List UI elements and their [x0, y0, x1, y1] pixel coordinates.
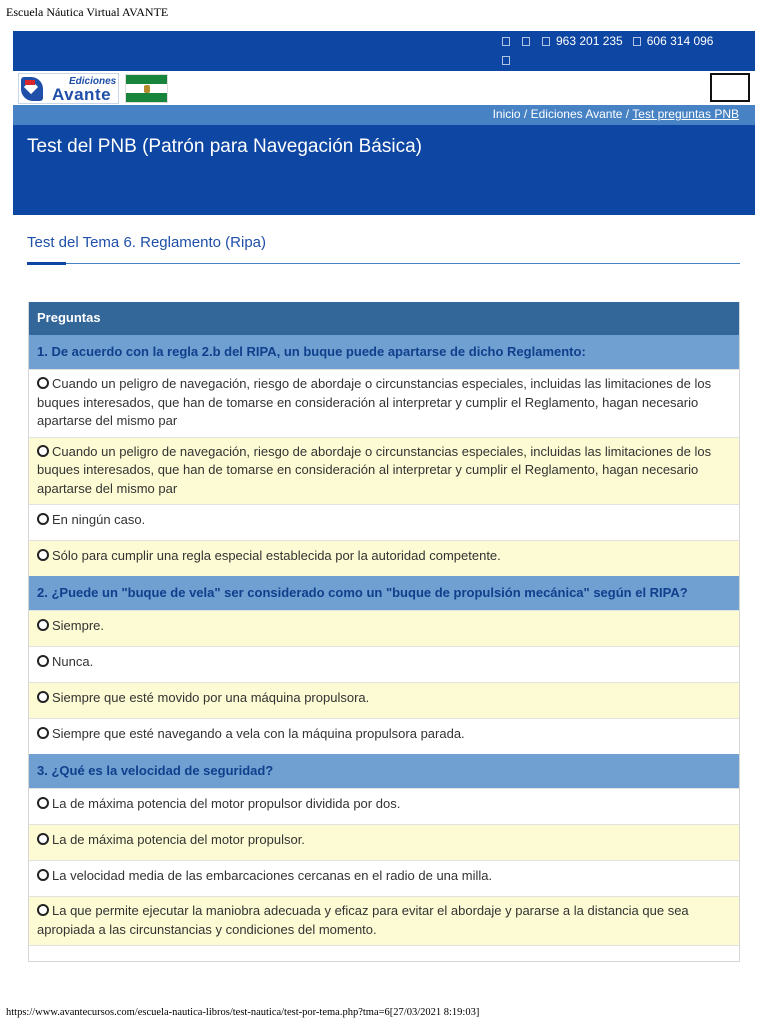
phone-number-2: 606 314 096: [646, 34, 714, 48]
radio-button-icon[interactable]: [37, 797, 49, 809]
print-footer-url: https://www.avantecursos.com/escuela-nautica-libros/test-nautica/test-por-tema.php?tma=6[27/03/2021 8:19:03]: [6, 1007, 480, 1018]
answer-option[interactable]: La que permite ejecutar la maniobra adecuada y eficaz para evitar el abordaje y pararse a la distancia que sea apropiada a las circunstancias y condiciones del momento.: [29, 896, 739, 945]
section-divider: [27, 263, 740, 264]
mail-icon[interactable]: [502, 56, 510, 65]
breadcrumb-ediciones-avante[interactable]: Ediciones Avante: [530, 107, 623, 121]
phone-link-2[interactable]: [633, 34, 714, 48]
menu-toggle-button[interactable]: [710, 73, 750, 102]
answer-option[interactable]: La velocidad media de las embarcaciones cercanas en el radio de una milla.: [29, 860, 739, 896]
logo-text-line1: Ediciones: [69, 76, 117, 87]
radio-button-icon[interactable]: [37, 869, 49, 881]
logo-text-line2: Avante: [52, 85, 112, 104]
answer-option[interactable]: Nunca.: [29, 646, 739, 682]
phone-link-1[interactable]: [542, 34, 623, 48]
answer-option[interactable]: En ningún caso.: [29, 504, 739, 540]
print-header: Escuela Náutica Virtual AVANTE: [6, 5, 169, 19]
radio-button-icon[interactable]: [37, 377, 49, 389]
section-divider-accent: [27, 262, 66, 265]
radio-button-icon[interactable]: [37, 513, 49, 525]
breadcrumb-current[interactable]: Test preguntas PNB: [632, 107, 739, 121]
question-3: 3. ¿Qué es la velocidad de seguridad?: [29, 754, 739, 788]
phone-number-1: 963 201 235: [556, 34, 623, 48]
breadcrumb: Inicio / Ediciones Avante / Test preguntas PNB: [492, 107, 739, 121]
question-2: 2. ¿Puede un "buque de vela" ser considerado como un "buque de propulsión mecánica" según el RIPA?: [29, 576, 739, 610]
radio-button-icon[interactable]: [37, 655, 49, 667]
andalucia-flag-icon: [125, 74, 168, 103]
radio-button-icon[interactable]: [37, 691, 49, 703]
phone-icon: [542, 37, 550, 46]
breadcrumb-home[interactable]: Inicio: [492, 107, 521, 121]
page-title: Test del PNB (Patrón para Navegación Básica): [27, 136, 422, 157]
answer-option[interactable]: Siempre que esté movido por una máquina propulsora.: [29, 682, 739, 718]
questions-panel: [28, 302, 740, 962]
radio-button-icon[interactable]: [37, 727, 49, 739]
panel-heading: Preguntas: [29, 302, 739, 335]
hero-banner: [13, 125, 755, 215]
answer-option[interactable]: La de máxima potencia del motor propulsor.: [29, 824, 739, 860]
answer-option[interactable]: Siempre.: [29, 610, 739, 646]
answer-option[interactable]: Sólo para cumplir una regla especial establecida por la autoridad competente.: [29, 540, 739, 576]
radio-button-icon[interactable]: [37, 619, 49, 631]
ediciones-avante-logo[interactable]: [18, 73, 119, 104]
radio-button-icon[interactable]: [37, 904, 49, 916]
answer-option[interactable]: Siempre que esté navegando a vela con la máquina propulsora parada.: [29, 718, 739, 754]
answer-option[interactable]: La de máxima potencia del motor propulsor dividida por dos.: [29, 788, 739, 824]
breadcrumb-bar: [13, 105, 755, 125]
phone-icon[interactable]: [522, 37, 530, 46]
phone-icon[interactable]: [502, 37, 510, 46]
radio-button-icon[interactable]: [37, 833, 49, 845]
radio-button-icon[interactable]: [37, 549, 49, 561]
answer-option[interactable]: Cuando un peligro de navegación, riesgo de abordaje o circunstancias especiales, incluidas las limitaciones de los buques interesados, que han de tomarse en consideración al interpretar y cumplir el Reglamento, hagan necesario apartarse del mismo par: [29, 369, 739, 437]
section-title: Test del Tema 6. Reglamento (Ripa): [27, 234, 267, 251]
logo-bar: [13, 71, 755, 105]
whatsapp-icon: [633, 37, 641, 46]
panel-continuation: [29, 945, 739, 961]
top-contact-bar: [13, 31, 755, 71]
answer-option[interactable]: Cuando un peligro de navegación, riesgo de abordaje o circunstancias especiales, incluidas las limitaciones de los buques interesados, que han de tomarse en consideración al interpretar y cumplir el Reglamento, hagan necesario apartarse del mismo par: [29, 437, 739, 505]
radio-button-icon[interactable]: [37, 445, 49, 457]
question-1: 1. De acuerdo con la regla 2.b del RIPA, un buque puede apartarse de dicho Reglamento:: [29, 335, 739, 369]
